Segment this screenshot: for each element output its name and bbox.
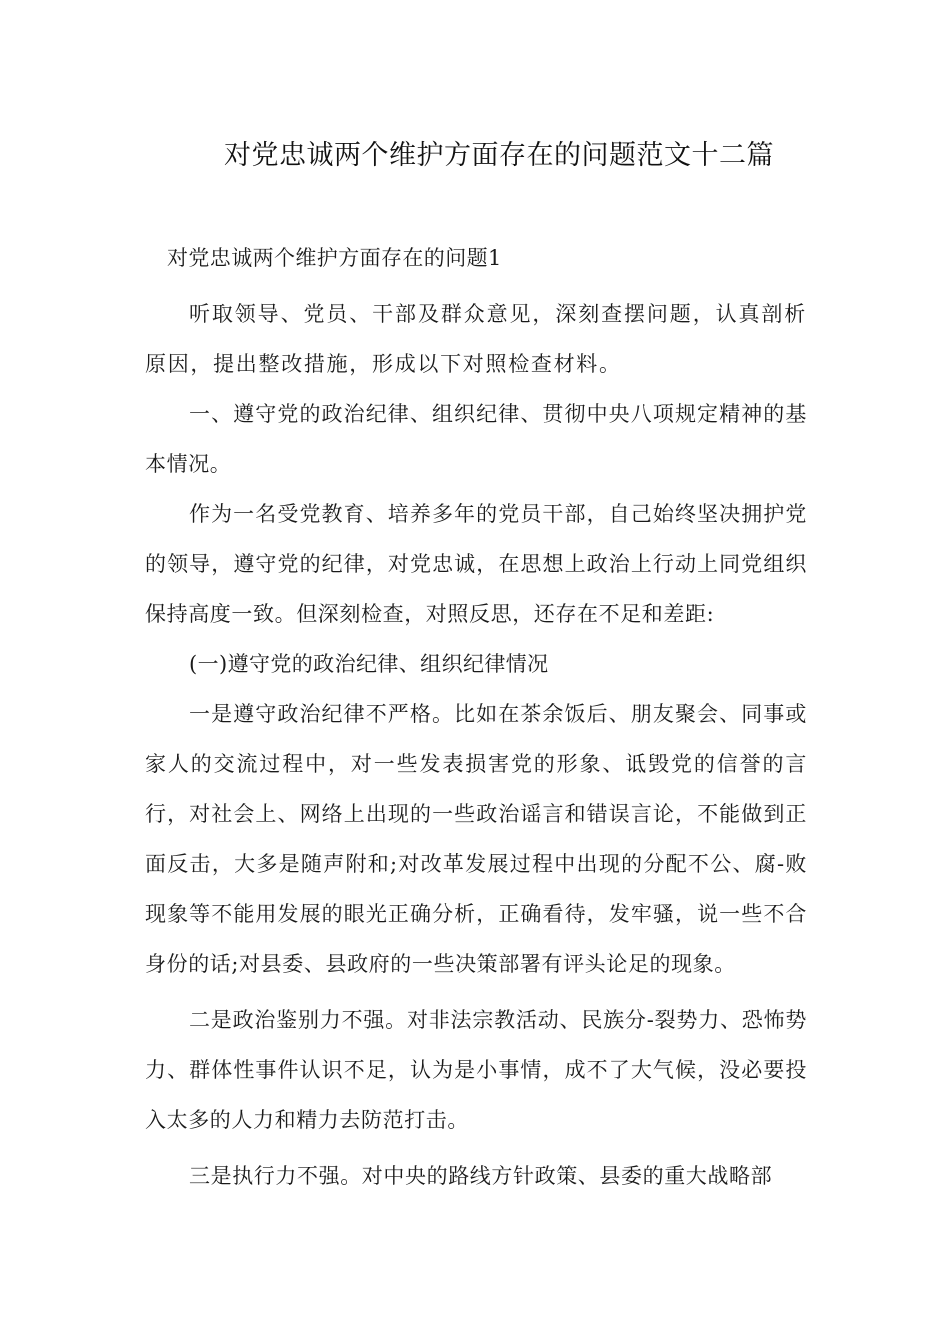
document-body bbox=[145, 233, 807, 1201]
paragraph-point-two: 二是政治鉴别力不强。对非法宗教活动、民族分-裂势力、恐怖势力、群体性事件认识不足，认为是小事情，成不了大气候，没必要投入太多的人力和精力去防范打击。 bbox=[145, 1008, 807, 1132]
paragraph-section-one-heading: 一、遵守党的政治纪律、组织纪律、贯彻中央八项规定精神的基本情况。 bbox=[145, 402, 807, 476]
subsection-heading: (一)遵守党的政治纪律、组织纪律情况 bbox=[189, 652, 549, 676]
document-title: 对党忠诚两个维护方面存在的问题范文十二篇 bbox=[224, 140, 774, 171]
paragraph-point-one: 一是遵守政治纪律不严格。比如在茶余饭后、朋友聚会、同事或家人的交流过程中，对一些发表损害党的形象、诋毁党的信誉的言行，对社会上、网络上出现的一些政治谣言和错误言论，不能做到正面反击，大多是随声附和;对改革发展过程中出现的分配不公、腐-败现象等不能用发展的眼光正确分析，正确看待，发牢骚，说一些不合身份的话;对县委、县政府的一些决策部署有评头论足的现象。 bbox=[145, 702, 807, 976]
paragraph-self-assessment: 作为一名受党教育、培养多年的党员干部，自己始终坚决拥护党的领导，遵守党的纪律，对党忠诚，在思想上政治上行动上同党组织保持高度一致。但深刻检查，对照反思，还存在不足和差距: bbox=[145, 502, 807, 626]
paragraph-point-three: 三是执行力不强。对中央的路线方针政策、县委的重大战略部 bbox=[189, 1164, 773, 1188]
section-subtitle: 对党忠诚两个维护方面存在的问题1 bbox=[167, 246, 502, 270]
paragraph-intro: 听取领导、党员、干部及群众意见，深刻查摆问题，认真剖析原因，提出整改措施，形成以下对照检查材料。 bbox=[145, 302, 807, 376]
